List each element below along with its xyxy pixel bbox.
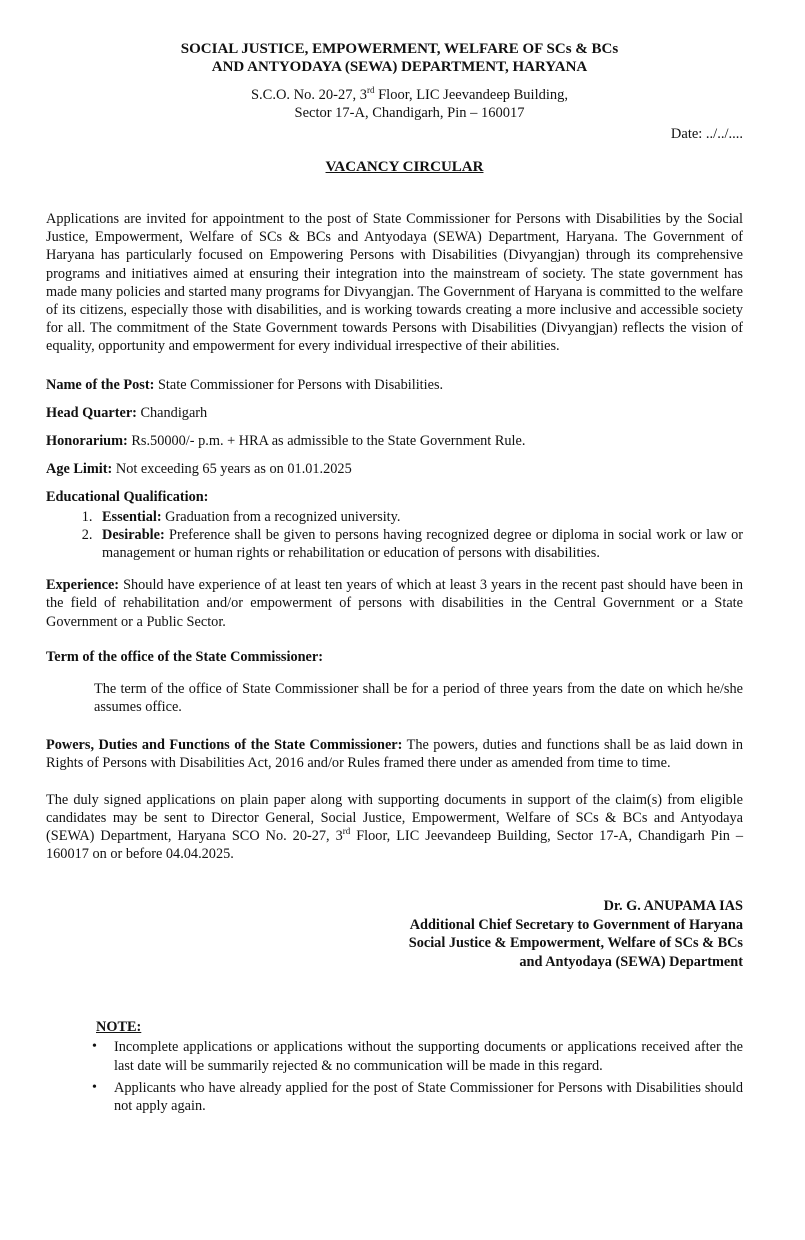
experience-text: Should have experience of at least ten years of which at least 3 years in the recent past should have been in the field of rehabilitation and/or empowerment of persons with disabilities in the Central Government or a State Government or a Public Sector. [46, 577, 743, 630]
post-name-label: Name of the Post: [46, 376, 155, 393]
honorarium-field [46, 432, 743, 450]
powers-label: Powers, Duties and Functions of the State Commissioner: [46, 737, 403, 754]
note-section [46, 1019, 743, 1115]
department-address [46, 86, 743, 122]
note-item: • Incomplete applications or applications without the supporting documents or applications received after the last date will be summarily rejected & no communication will be made in this regard. [92, 1039, 743, 1074]
department-title-line1: SOCIAL JUSTICE, EMPOWERMENT, WELFARE OF SCs & BCs [180, 41, 619, 57]
age-limit-field [46, 460, 743, 478]
age-limit-value: Not exceeding 65 years as on 01.01.2025 [112, 460, 352, 477]
educational-qualification-field [46, 488, 743, 506]
circular-title: VACANCY CIRCULAR [325, 159, 484, 175]
signatory-designation-2: Social Justice & Empowerment, Welfare of SCs & BCs [408, 935, 743, 952]
powers-text: The powers, duties and functions shall be as laid down in Rights of Persons with Disabilities Act, 2016 and/or Rules framed there under as amended from time to time. [46, 737, 743, 772]
qualification-essential: 1. Essential: Graduation from a recognized university. [96, 508, 743, 526]
address-line1: S.C.O. No. 20-27, 3rd Floor, LIC Jeevandeep Building, [250, 85, 569, 103]
signature-block [46, 897, 743, 971]
experience-paragraph [46, 576, 743, 631]
department-title [46, 40, 743, 76]
age-limit-label: Age Limit: [46, 460, 113, 477]
head-quarter-value: Chandigarh [136, 404, 208, 421]
honorarium-label: Honorarium: [46, 432, 128, 449]
bullet-icon: • [92, 1079, 97, 1095]
honorarium-value: Rs.50000/- p.m. + HRA as admissible to the State Government Rule. [127, 432, 526, 449]
post-name-value: State Commissioner for Persons with Disabilities. [154, 376, 444, 393]
signatory-designation-3: and Antyodaya (SEWA) Department [519, 953, 743, 970]
term-heading: Term of the office of the State Commissioner: [46, 648, 323, 665]
submission-paragraph: The duly signed applications on plain paper along with supporting documents in support of the claim(s) from eligible candidates may be sent to Director General, Social Justice, Empowerment, Welfare of SCs & BCs and Antyodaya (SEWA) Department, Haryana SCO No. 20-27, 3rd Floor, LIC Jeevandeep Building, Sector 17-A, Chandigarh Pin – 160017 on or before 04.04.2025. [46, 791, 743, 863]
date-field: Date: ../../.... [670, 126, 743, 142]
department-title-line2: AND ANTYODAYA (SEWA) DEPARTMENT, HARYANA [211, 59, 588, 75]
educational-qualification-label: Educational Qualification: [46, 488, 209, 505]
term-paragraph: The term of the office of State Commissioner shall be for a period of three years from the date on which he/she assumes office. [94, 680, 743, 716]
powers-paragraph [46, 736, 743, 772]
post-name-field [46, 376, 743, 394]
signatory-designation-1: Additional Chief Secretary to Government of Haryana [409, 916, 743, 933]
note-heading: NOTE: [96, 1019, 142, 1036]
note-list [94, 1038, 743, 1115]
intro-paragraph: Applications are invited for appointment to the post of State Commissioner for Persons with Disabilities by the Social Justice, Empowerment, Welfare of SCs & BCs and Antyodaya (SEWA) Department, Haryana. The Government of Haryana has particularly focused on Empowering Persons with Disabilities (Divyangjan) through its comprehensive programs and initiatives aimed at ensuring their integration into the mainstream of society. The state government has made many policies and started many programs for Divyangjan. The Government of Haryana is committed to the welfare of its citizens, especially those with disabilities, and is working towards creating a more inclusive and accessible society for all. The commitment of the State Government towards Persons with Disabilities (Divyangjan) reflects the vision of equality, opportunity and empowerment for every individual irrespective of their abilities. [46, 211, 743, 355]
address-line2: Sector 17-A, Chandigarh, Pin – 160017 [294, 105, 525, 121]
document-page [0, 40, 805, 1240]
experience-label: Experience: [46, 577, 120, 594]
signatory-name: Dr. G. ANUPAMA IAS [603, 898, 743, 915]
qualification-desirable: 2. Desirable: Preference shall be given to persons having recognized degree or diploma in social work or law or management or human rights or rehabilitation or education of persons with disabilities. [96, 526, 743, 562]
head-quarter-field [46, 404, 743, 422]
note-item: • Applicants who have already applied for the post of State Commissioner for Persons with Disabilities should not apply again. [92, 1079, 743, 1115]
qualification-list [46, 508, 743, 563]
bullet-icon: • [92, 1039, 97, 1055]
head-quarter-label: Head Quarter: [46, 404, 137, 421]
